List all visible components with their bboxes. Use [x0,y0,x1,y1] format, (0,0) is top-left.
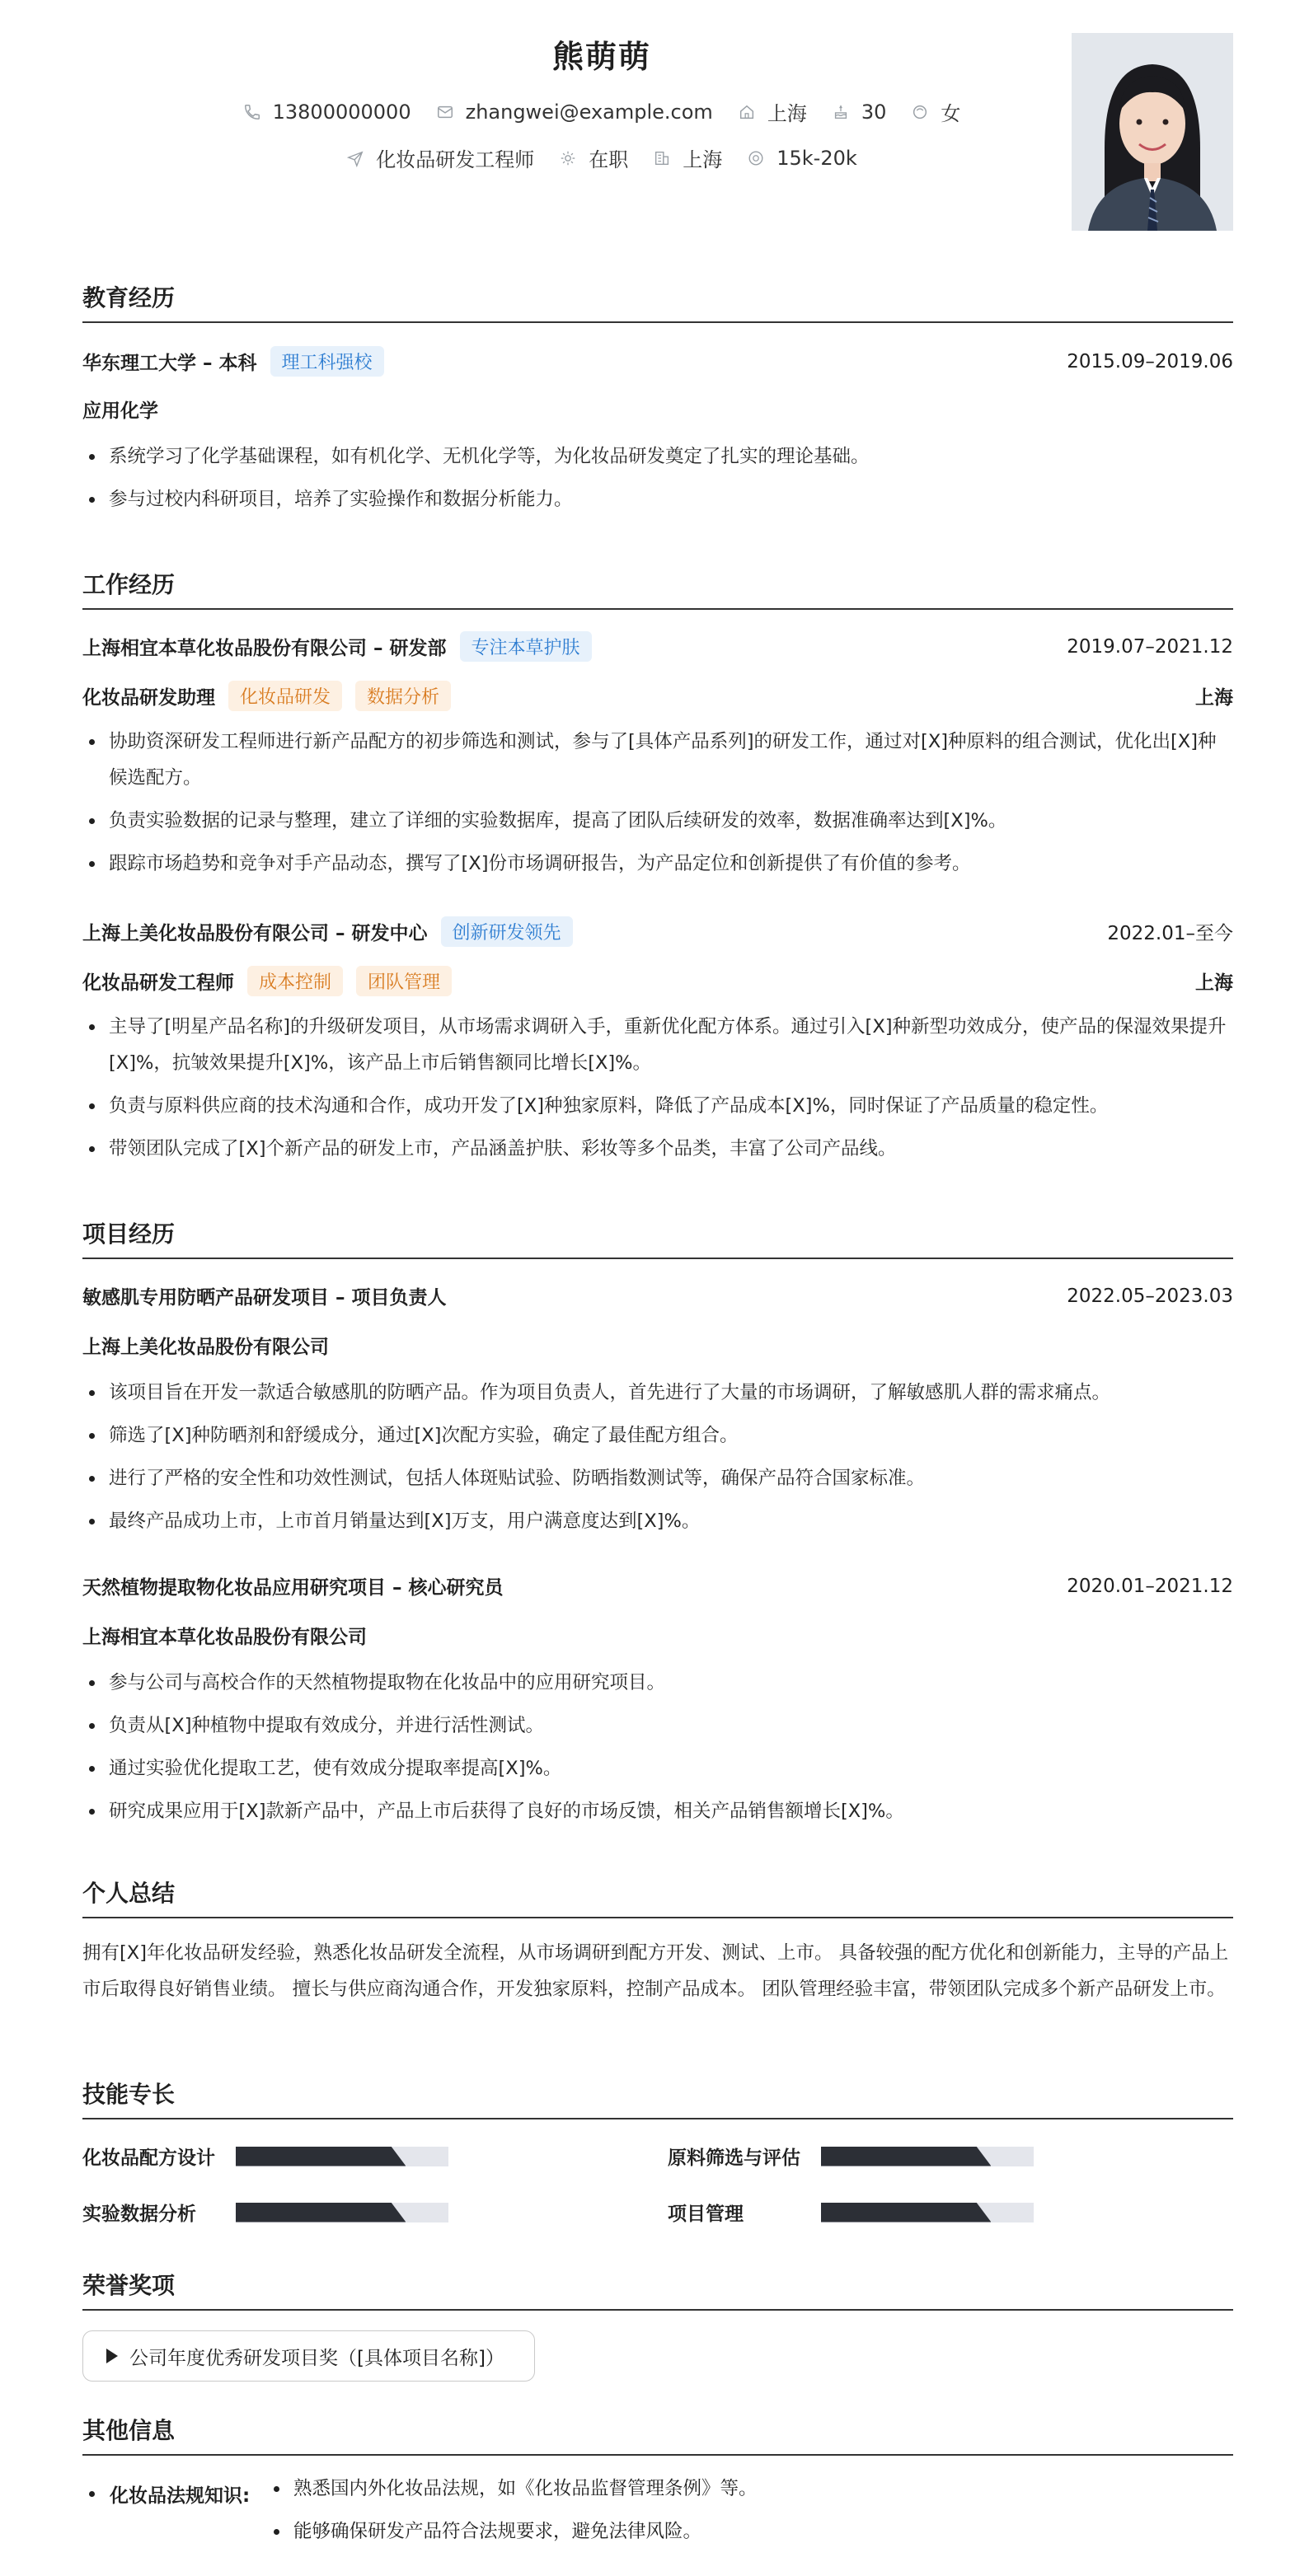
other-list [267,2471,1174,2556]
other-label [82,2480,250,2508]
email-address: zhangwei@example.com [465,100,713,124]
skill-name: 化妆品配方设计 [82,2147,215,2169]
honor-item[interactable] [82,2330,535,2382]
project-date: 2020.01–2021.12 [1067,1575,1233,1597]
work-date: 2019.07–2021.12 [1067,635,1233,658]
honor-text: 公司年度优秀研发项目奖（[具体项目名称]） [129,2347,504,2369]
list-item: 带领团队完成了[X]个新产品的研发上市，产品涵盖护肤、彩妆等多个品类，丰富了公司产品线。 [82,1131,1233,1167]
skill-name: 原料筛选与评估 [668,2147,800,2169]
company-tag: 创新研发领先 [441,916,573,947]
list-item: 熟悉国内外化妆品法规，如《化妆品监督管理条例》等。 [267,2471,1174,2507]
list-item: 负责与原料供应商的技术沟通和合作，成功开发了[X]种独家原料，降低了产品成本[X]%，同时保证了产品质量的稳定性。 [82,1088,1233,1124]
project-title-row [82,1282,1233,1309]
role-tag: 化妆品研发 [228,681,342,711]
list-item: 协助资深研发工程师进行新产品配方的初步筛选和测试，参与了[具体产品系列]的研发工作，通过对[X]种原料的组合测试，优化出[X]种候选配方。 [82,724,1233,796]
expand-triangle-icon [106,2349,118,2363]
salary-text: 15k-20k [776,146,857,170]
work-date: 2022.01–至今 [1107,923,1233,944]
work-location: 上海 [1195,972,1233,994]
list-item: 负责实验数据的记录与整理，建立了详细的实验数据库，提高了团队后续研发的效率，数据准确率达到[X]%。 [82,803,1233,839]
money-icon [747,149,765,167]
age-item [832,101,887,124]
candidate-name: 熊萌萌 [551,39,651,75]
list-item: 最终产品成功上市，上市首月销量达到[X]万支，用户满意度达到[X]%。 [82,1503,1233,1539]
role-title: 化妆品研发助理 [82,687,215,709]
project-bullets [82,1375,1233,1546]
section-skills-title: 技能专长 [82,2077,1233,2119]
bullet-dot [89,2491,95,2497]
list-item: 参与公司与高校合作的天然植物提取物在化妆品中的应用研究项目。 [82,1665,1233,1701]
list-item: 研究成果应用于[X]款新产品中，产品上市后获得了良好的市场反馈，相关产品销售额增长[X]%。 [82,1793,1233,1829]
project-bullets [82,1665,1233,1836]
section-other-title: 其他信息 [82,2413,1233,2456]
age-text: 30 [861,100,887,124]
section-work-title: 工作经历 [82,567,1233,610]
project-org: 上海上美化妆品股份有限公司 [82,1337,329,1358]
age-icon [832,103,850,121]
education-row [82,346,1233,377]
job-title-text: 化妆品研发工程师 [376,148,535,171]
phone-item [243,101,411,124]
work-bullets [82,1009,1233,1173]
list-item: 筛选了[X]种防晒剂和舒缓成分，通过[X]次配方实验，确定了最佳配方组合。 [82,1417,1233,1454]
skill-bar-fill [236,2203,406,2222]
project-title: 天然植物提取物化妆品应用研究项目 – 核心研究员 [82,1577,504,1599]
skill-bar [236,2147,448,2166]
home-icon [738,103,756,121]
role-tag: 数据分析 [355,681,451,711]
skill-item [668,2199,1034,2226]
work-location: 上海 [1195,687,1233,709]
profile-photo [1072,33,1233,231]
location-item [738,97,807,126]
list-item: 进行了严格的安全性和功效性测试，包括人体斑贴试验、防晒指数测试等，确保产品符合国家标准。 [82,1460,1233,1496]
skill-bar-fill [821,2147,991,2166]
list-item: 通过实验优化提取工艺，使有效成分提取率提高[X]%。 [82,1750,1233,1787]
status-text: 在职 [589,148,629,171]
contact-row [0,97,1203,126]
summary-text: 拥有[X]年化妆品研发经验，熟悉化妆品研发全流程，从市场调研到配方开发、测试、上市。 具备较强的配方优化和创新能力，主导的产品上市后取得良好销售业绩。 擅长与供应商沟通合作，开发独家原料，控制产品成本。 团队管理经验丰富，带领团队完成多个新产品研发上市。 [82,1942,1229,2000]
skill-bar [821,2203,1034,2222]
status-item [559,143,628,172]
skill-item [82,2199,448,2226]
other-label-text: 化妆品法规知识: [110,2485,251,2507]
list-item: 负责从[X]种植物中提取有效成分，并进行活性测试。 [82,1707,1233,1744]
work-role-row [82,966,1233,996]
project-title-row [82,1572,1233,1599]
email-item [436,101,713,124]
skill-bar [236,2203,448,2222]
list-item: 参与过校内科研项目，培养了实验操作和数据分析能力。 [82,481,1233,518]
job-title-item [346,143,534,172]
work-role-row [82,681,1233,711]
school-name: 华东理工大学 – 本科 [82,353,257,374]
gender-text: 女 [941,102,961,125]
project-title: 敏感肌专用防晒产品研发项目 – 项目负责人 [82,1287,447,1309]
work-company-row [82,631,1233,662]
work-bullets [82,724,1233,888]
section-project-title: 项目经历 [82,1216,1233,1259]
section-summary-title: 个人总结 [82,1876,1233,1918]
project-date: 2022.05–2023.03 [1067,1285,1233,1307]
building-icon [653,149,671,167]
company-tag: 专注本草护肤 [460,631,592,662]
phone-icon [243,103,261,121]
section-honors-title: 荣誉奖项 [82,2268,1233,2311]
education-date: 2015.09–2019.06 [1067,350,1233,372]
skill-name: 实验数据分析 [82,2204,196,2225]
education-major: 应用化学 [82,400,158,422]
company-name: 上海相宜本草化妆品股份有限公司 – 研发部 [82,638,447,659]
gender-icon [911,103,929,121]
job-row [0,143,1203,172]
skill-item [82,2143,448,2170]
school-tag: 理工科强校 [270,346,384,377]
status-icon [559,149,577,167]
send-icon [346,149,364,167]
education-bullets [82,438,1233,524]
list-item: 系统学习了化学基础课程，如有机化学、无机化学等，为化妆品研发奠定了扎实的理论基础。 [82,438,1233,475]
location-text: 上海 [767,102,807,125]
role-title: 化妆品研发工程师 [82,972,234,994]
work-company-row [82,916,1233,947]
list-item: 跟踪市场趋势和竞争对手产品动态，撰写了[X]份市场调研报告，为产品定位和创新提供了有价值的参考。 [82,845,1233,882]
list-item: 主导了[明星产品名称]的升级研发项目，从市场需求调研入手，重新优化配方体系。通过引入[X]种新型功效成分，使产品的保湿效果提升[X]%，抗皱效果提升[X]%，该产品上市后销售额同比增长[X]%。 [82,1009,1233,1081]
mail-icon [436,103,454,121]
city-item [653,143,722,172]
skill-bar-fill [236,2147,406,2166]
salary-item [747,147,857,170]
company-name: 上海上美化妆品股份有限公司 – 研发中心 [82,923,428,944]
skill-item [668,2143,1034,2170]
skill-bar [821,2147,1034,2166]
role-tag: 团队管理 [356,966,452,996]
role-tag: 成本控制 [247,966,343,996]
skill-name: 项目管理 [668,2204,744,2225]
list-item: 该项目旨在开发一款适合敏感肌的防晒产品。作为项目负责人，首先进行了大量的市场调研，了解敏感肌人群的需求痛点。 [82,1375,1233,1411]
phone-number: 13800000000 [272,100,411,124]
city-text: 上海 [683,148,723,171]
skill-bar-fill [821,2203,991,2222]
section-education-title: 教育经历 [82,280,1233,323]
project-org: 上海相宜本草化妆品股份有限公司 [82,1627,367,1648]
gender-item [911,97,960,126]
list-item: 能够确保研发产品符合法规要求，避免法律风险。 [267,2513,1174,2550]
